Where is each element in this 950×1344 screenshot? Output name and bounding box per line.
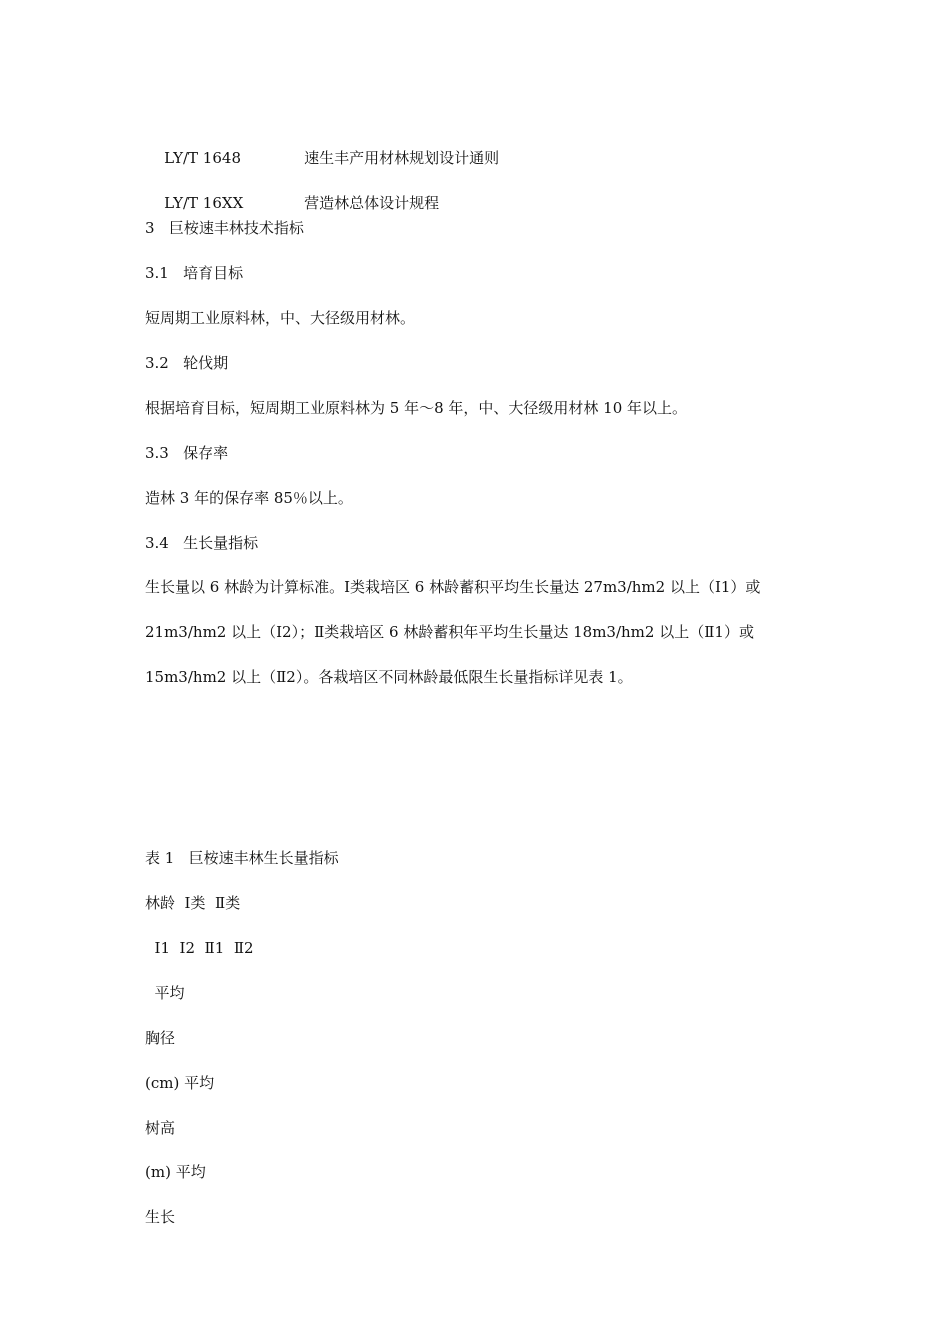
paragraph-line: 15m3/hm2 以上（Ⅱ2）。各栽培区不同林龄最低限生长量指标详见表 1。 (145, 668, 633, 686)
section-heading: 3 巨桉速丰林技术指标 (145, 219, 304, 237)
reference-title: 营造林总体设计规程 (304, 194, 440, 212)
subsection-heading: 3.3 保存率 (145, 444, 229, 462)
table-row: 胸径 (145, 1029, 176, 1047)
reference-title: 速生丰产用材林规划设计通则 (304, 149, 500, 167)
table-row: (cm) 平均 (145, 1074, 215, 1092)
paragraph: 根据培育目标，短周期工业原料林为 5 年～8 年，中、大径级用材林 10 年以上。 (145, 399, 688, 417)
table-caption: 表 1 巨桉速丰林生长量指标 (145, 849, 339, 867)
paragraph: 短周期工业原料林，中、大径级用材林。 (145, 309, 416, 327)
table-row: Ⅰ1 Ⅰ2 Ⅱ1 Ⅱ2 (145, 939, 254, 957)
reference-code: LY/T 16XX (164, 194, 244, 212)
table-row: (m) 平均 (145, 1163, 206, 1181)
table-row: 平均 (145, 984, 185, 1002)
subsection-heading: 3.1 培育目标 (145, 264, 244, 282)
table-row: 林龄 Ⅰ类 Ⅱ类 (145, 894, 241, 912)
paragraph-line: 21m3/hm2 以上（Ⅰ2）；Ⅱ类栽培区 6 林龄蓄积年平均生长量达 18m3/hm2 以上（Ⅱ1）或 (145, 623, 754, 641)
table-row: 树高 (145, 1119, 176, 1137)
paragraph-line: 生长量以 6 林龄为计算标准。Ⅰ类栽培区 6 林龄蓄积平均生长量达 27m3/hm2 以上（Ⅰ1）或 (145, 578, 761, 596)
paragraph: 造林 3 年的保存率 85％以上。 (145, 489, 353, 507)
table-row: 生长 (145, 1208, 176, 1226)
reference-code: LY/T 1648 (164, 149, 241, 167)
subsection-heading: 3.4 生长量指标 (145, 534, 259, 552)
subsection-heading: 3.2 轮伐期 (145, 354, 229, 372)
